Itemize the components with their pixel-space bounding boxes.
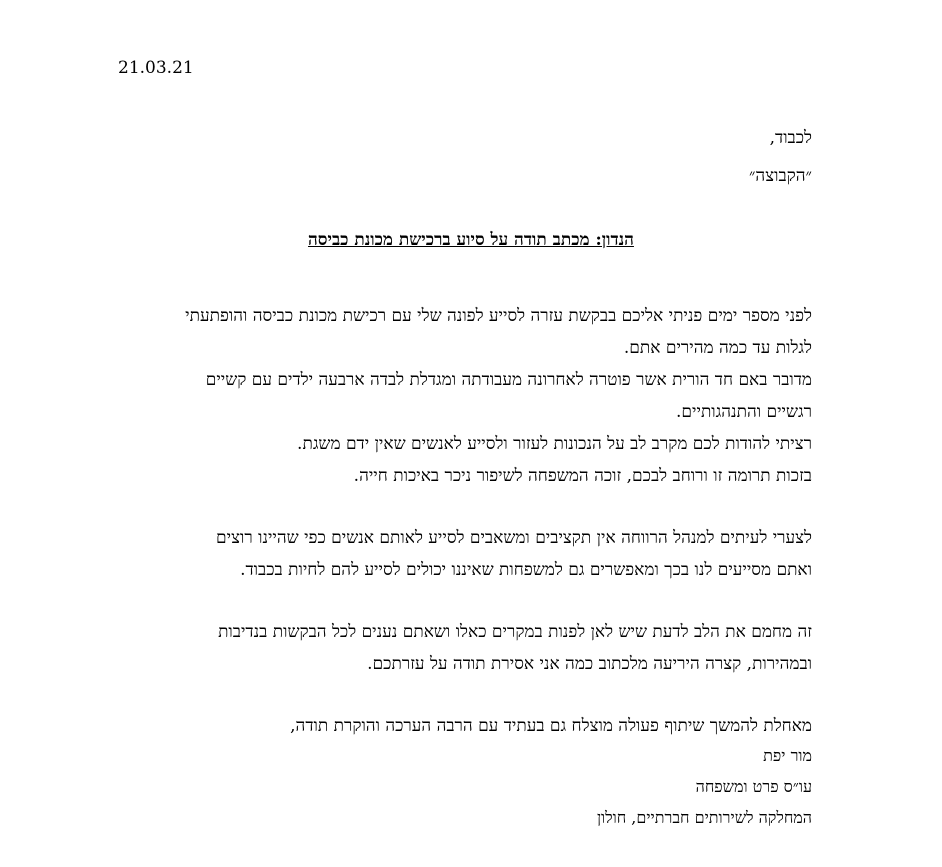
body-line: לצערי לעיתים למנהל הרווחה אין תקציבים ומשאבים לסייע לאותם אנשים כפי שהיינו רוצים	[216, 528, 812, 548]
body-line: לגלות עד כמה מהירים אתם.	[623, 338, 812, 358]
letter-body	[112, 300, 812, 742]
body-line: מאחלת להמשך שיתוף פעולה מוצלח גם בעתיד עם הרבה הערכה והוקרת תודה,	[290, 716, 812, 736]
subject-line: הנדון: מכתב תודה על סיוע ברכישת מכונת כביסה	[308, 230, 634, 250]
paragraph-3	[112, 616, 812, 680]
signer-name: מור יפת	[763, 746, 812, 765]
body-line: רציתי להודות לכם מקרב לב על הנכונות לעזור ולסייע לאנשים שאין ידם משגת.	[297, 434, 812, 454]
paragraph-2	[112, 522, 812, 586]
body-line: זה מחמם את הלב לדעת שיש לאן לפנות במקרים כאלו ושאתם נענים לכל הבקשות בנדיבות	[218, 622, 812, 642]
body-line: ובמהירות, קצרה היריעה מלכתוב כמה אני אסירת תודה על עזרתכם.	[367, 654, 812, 674]
body-line: ואתם מסייעים לנו בכך ומאפשרים גם למשפחות שאיננו יכולים לסייע להם לחיות בכבוד.	[240, 560, 812, 580]
signer-department: המחלקה לשירותים חברתיים, חולון	[596, 808, 812, 827]
signer-title: עו״ס פרט ומשפחה	[695, 777, 812, 796]
paragraph-gap	[112, 680, 812, 710]
body-line: לפני מספר ימים פניתי אליכם בבקשת עזרה לסייע לפונה שלי עם רכישת מכונת כביסה והופתעתי	[185, 306, 812, 326]
body-line: מדובר באם חד הורית אשר פוטרה לאחרונה מעבודתה ומגדלת לבדה ארבעה ילדים עם קשיים	[205, 370, 812, 390]
letter-date: 21.03.21	[118, 58, 194, 78]
paragraph-4	[112, 710, 812, 742]
paragraph-gap	[112, 586, 812, 616]
greeting: לכבוד,	[769, 128, 812, 148]
recipient: ״הקבוצה״	[748, 166, 812, 186]
body-line: רגשיים והתנהגותיים.	[676, 402, 812, 422]
paragraph-1	[112, 300, 812, 492]
signature-block	[597, 740, 812, 833]
paragraph-gap	[112, 492, 812, 522]
body-line: בזכות תרומה זו ורוחב לבכם, זוכה המשפחה לשיפור ניכר באיכות חייה.	[353, 466, 812, 486]
